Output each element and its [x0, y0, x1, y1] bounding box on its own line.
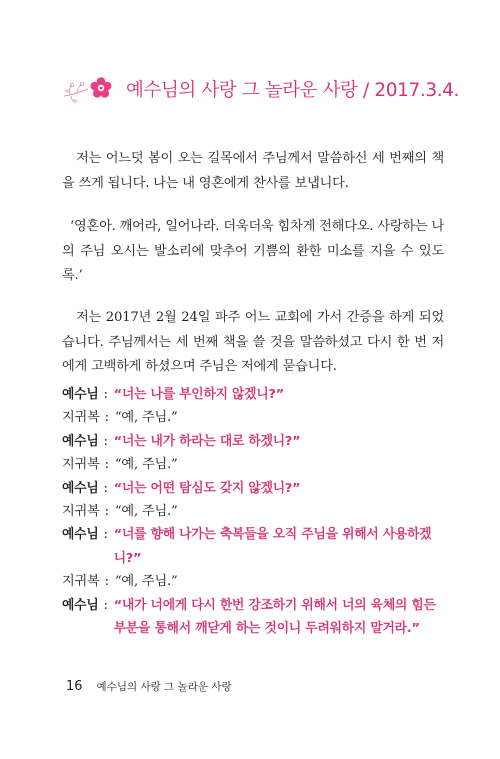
- speaker-author: 지귀복: [62, 457, 100, 473]
- flower-branch-icon: [62, 74, 114, 104]
- dialogue-line: 지귀복 : “예, 주님.”: [62, 453, 444, 476]
- speaker-jesus: 예수님: [62, 527, 99, 543]
- dialogue-line: 예수님 : “너를 향해 나가는 축복들을 오직 주님을 위해서 사용하겠니?”: [62, 523, 444, 570]
- page-number: 16: [66, 679, 83, 694]
- body-paragraph-3: 저는 2017년 2월 24일 파주 어느 교회에 가서 간증을 하게 되었습니다. 주님께서는 세 번째 책을 쓸 것을 말씀하셨고 다시 한 번 저에게 고백하게 하셨으며 주님은 저에게 묻습니다.: [62, 310, 444, 374]
- dialogue-block: [62, 383, 444, 640]
- jesus-question: “너를 향해 나가는 축복들을 오직 주님을 위해서 사용하겠니?”: [113, 527, 432, 566]
- running-title: 예수님의 사랑 그 놀라운 사랑: [96, 681, 232, 693]
- speaker-jesus: 예수님: [62, 387, 99, 402]
- body-paragraph-2: ‘영혼아. 깨어라, 일어나라. 더욱더욱 힘차게 전해다오. 사랑하는 나의 주님 오시는 발소리에 맞추어 기쁨의 환한 미소를 지을 수 있도록.’: [62, 219, 444, 283]
- dialogue-line: 예수님 : “너는 나를 부인하지 않겠니?”: [62, 383, 444, 406]
- speaker-jesus: 예수님: [62, 597, 99, 613]
- dialogue-line: 지귀복 : “예, 주님.”: [62, 406, 444, 429]
- dialogue-line: 지귀복 : “예, 주님.”: [62, 500, 444, 523]
- jesus-question: “너는 나를 부인하지 않겠니?”: [113, 387, 284, 402]
- speaker-author: 지귀복: [62, 410, 100, 426]
- speaker-author: 지귀복: [62, 574, 100, 590]
- dialogue-line: 지귀복 : “예, 주님.”: [62, 570, 444, 593]
- page-footer: [66, 679, 232, 694]
- jesus-question: “너는 어떤 탐심도 갖지 않겠니?”: [113, 480, 301, 496]
- body-paragraph-1: 저는 어느덧 봄이 오는 길목에서 주님께서 말씀하신 세 번째의 책을 쓰게 됩니다. 나는 내 영혼에게 찬사를 보냅니다.: [62, 151, 444, 191]
- speaker-jesus: 예수님: [62, 480, 99, 496]
- jesus-question: “너는 내가 하라는 대로 하겠니?”: [113, 433, 301, 449]
- author-answer: “예, 주님.”: [114, 574, 178, 590]
- dialogue-line: 예수님 : “너는 어떤 탐심도 갖지 않겠니?”: [62, 477, 444, 500]
- author-answer: “예, 주님.”: [114, 457, 178, 473]
- chapter-title: 예수님의 사랑 그 놀라운 사랑 / 2017.3.4.: [126, 80, 460, 101]
- chapter-heading: [62, 74, 459, 104]
- author-answer: “예, 주님.”: [114, 410, 178, 426]
- author-answer: “예, 주님.”: [114, 504, 178, 520]
- dialogue-line: 예수님 : “내가 너에게 다시 한번 강조하기 위해서 너의 육체의 힘든 부분을 통해서 깨닫게 하는 것이니 두려워하지 말거라.”: [62, 594, 444, 641]
- dialogue-line: 예수님 : “너는 내가 하라는 대로 하겠니?”: [62, 430, 444, 453]
- jesus-statement: “내가 너에게 다시 한번 강조하기 위해서 너의 육체의 힘든 부분을 통해서 깨닫게 하는 것이니 두려워하지 말거라.”: [113, 597, 436, 637]
- speaker-author: 지귀복: [62, 504, 100, 520]
- speaker-jesus: 예수님: [62, 433, 99, 449]
